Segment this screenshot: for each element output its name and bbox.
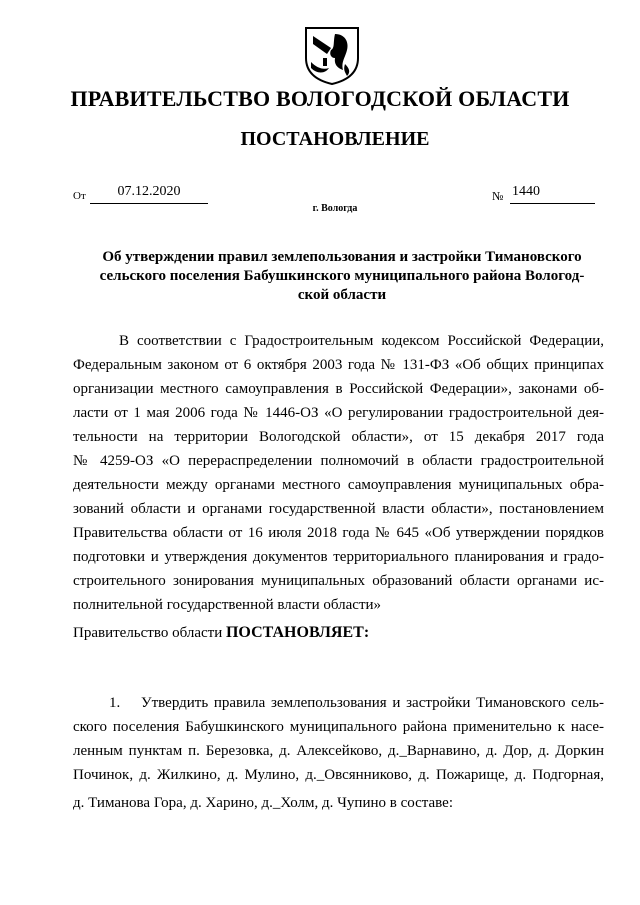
preamble-line: зований области и органами государственной власти области», постановлением — [73, 501, 604, 517]
item-line: Утвердить правила землепользования и застройки Тимановского сель- — [141, 695, 604, 711]
preamble-line: № 4259-ОЗ «О перераспределении полномочий в области градостроительной — [73, 453, 604, 469]
preamble-line: строительного зонирования муниципальных образований области органами ис- — [73, 573, 604, 589]
preamble-line: Правительства области от 16 июля 2018 года № 645 «Об утверждении порядков — [73, 525, 604, 541]
item-line: д. Тиманова Гора, д. Харино, д._Холм, д. Чупино в составе: — [73, 795, 454, 811]
preamble-line: полнительной государственной власти области» — [73, 597, 382, 613]
subject-line: Об утверждении правил землепользования и застройки Тимановского — [102, 249, 582, 265]
item-line: ского поселения Бабушкинского муниципального района применительно к насе- — [73, 719, 604, 735]
preamble-line: тельности на территории Вологодской области», от 15 декабря 2017 года — [73, 429, 604, 445]
document-subject — [82, 248, 602, 305]
city-label: г. Вологда — [312, 203, 358, 214]
preamble-line: ласти от 1 мая 2006 года № 1446-ОЗ «О регулировании градостроительной дея- — [73, 405, 604, 421]
item-line: ленным пунктам п. Березовка, д. Алексейково, д._Варнавино, д. Дор, д. Доркин — [73, 743, 604, 759]
document-number: 1440 — [512, 184, 540, 199]
date-prefix: От — [73, 190, 86, 202]
preamble-line: подготовки и утверждения документов территориального планирования и градо- — [73, 549, 604, 565]
government-title: ПРАВИТЕЛЬСТВО ВОЛОГОДСКОЙ ОБЛАСТИ — [70, 86, 570, 111]
item-number: 1. — [109, 695, 121, 711]
item-line: Починок, д. Жилкино, д. Мулино, д._Овсянниково, д. Пожарище, д. Подгорная, — [73, 767, 604, 783]
decree-line — [73, 623, 369, 643]
subject-line: ской области — [297, 287, 387, 303]
preamble-line: Федеральным законом от 6 октября 2003 года № 131-ФЗ «Об общих принципах — [73, 357, 604, 373]
number-prefix: № — [492, 189, 504, 203]
preamble-line: В соответствии с Градостроительным кодексом Российской Федерации, — [119, 333, 604, 349]
preamble-line: организации местного самоуправления в Российской Федерации», законами об- — [73, 381, 604, 397]
document-date: 07.12.2020 — [117, 184, 181, 199]
document-type: ПОСТАНОВЛЕНИЕ — [240, 128, 430, 150]
decree-word: ПОСТАНОВЛЯЕТ: — [225, 624, 370, 641]
preamble-line: деятельности между органами местного самоуправления муниципальных обра- — [73, 477, 604, 493]
decree-prefix: Правительство области — [73, 625, 226, 641]
coat-of-arms-icon — [301, 24, 363, 86]
subject-line: сельского поселения Бабушкинского муниципального района Вологод- — [99, 268, 585, 284]
